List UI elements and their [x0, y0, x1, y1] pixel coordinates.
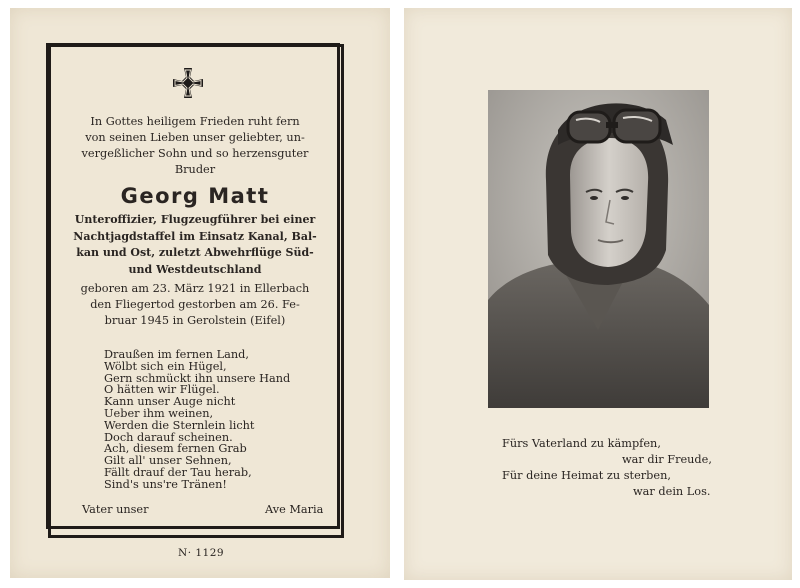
card-number: N· 1129 — [178, 547, 225, 559]
right-card-frame — [48, 44, 344, 538]
prayer-right: Ave Maria — [265, 503, 324, 516]
verse-line-2: war dir Freude, — [622, 453, 712, 466]
prayer-left: Vater unser — [82, 503, 149, 516]
intro-text: In Gottes heiligem Frieden ruht fern von seinen Lieben unser geliebter, un- vergeßlicher Sohn und so herzensguter Bruder — [81, 115, 309, 176]
life-dates: geboren am 23. März 1921 in Ellerbach den Fliegertod gestorben am 26. Fe- bruar 1945 in Gerolstein (Eifel) — [80, 282, 310, 327]
pilot-portrait — [488, 90, 709, 408]
deceased-name: Georg Matt — [120, 184, 270, 208]
verse-line-3: Für deine Heimat zu sterben, — [502, 469, 671, 482]
verse-line-4: war dein Los. — [633, 485, 711, 498]
memorial-poem: Draußen im fernen Land, Wölbt sich ein Hügel, Gern schmückt ihn unsere Hand O hätten wir Flügel. Kann unser Auge nicht Ueber ihm weinen, Werden die Sternlein licht Doch darauf scheinen. Ach, diesem fernen Grab Gilt all' unser Sehnen, Fällt drauf der Tau herab, Sind's uns're Tränen! — [104, 348, 291, 491]
verse-line-1: Fürs Vaterland zu kämpfen, — [502, 437, 661, 450]
rank-description: Unteroffizier, Flugzeugführer bei einer Nachtjagdstaffel im Einsatz Kanal, Bal- kan und Ost, zuletzt Abwehrflüge Süd- und Westdeutschland — [73, 213, 317, 276]
